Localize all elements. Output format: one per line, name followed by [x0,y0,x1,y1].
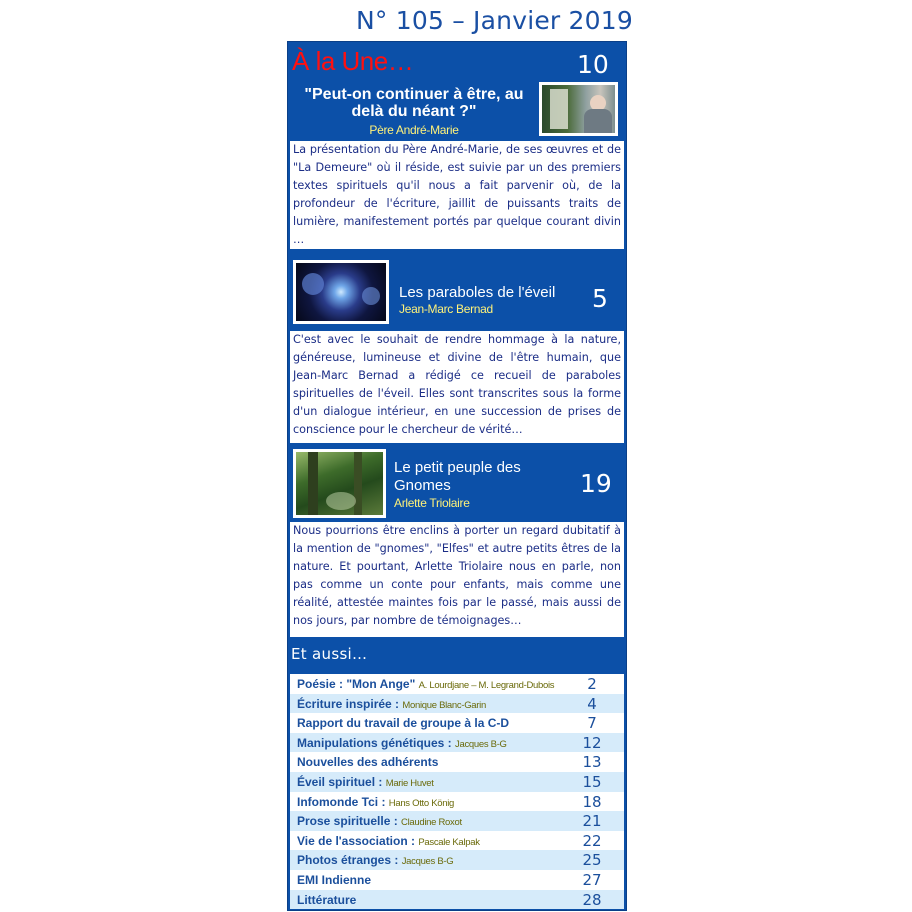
toc-item-author: Claudine Roxot [401,817,462,829]
toc-item-page: 2 [587,675,597,693]
article3-photo[interactable] [293,449,386,518]
toc-row[interactable] [290,752,624,772]
toc-item-page: 28 [582,890,602,909]
toc-item-label: Poésie : "Mon Ange" [297,677,416,691]
toc-item-author: Jacques B-G [455,738,507,750]
table-of-contents [290,674,624,909]
toc-item-author: Marie Huvet [385,777,434,789]
toc-row[interactable] [290,870,624,890]
toc-row[interactable] [290,890,624,910]
toc-item-author: Jacques B-G [401,856,454,868]
toc-row[interactable] [290,772,624,792]
toc-row[interactable] [290,831,624,851]
toc-item-label: Infomonde Tci : [297,794,386,809]
toc-item-label: Manipulations génétiques : [297,735,452,750]
article3-summary: Nous pourrions être enclins à porter un regard dubitatif à la mention de "gnomes", "Elfes" et autre petits êtres de la nature. Et pourtant, Arlette Triolaire nous en parle, non pas comme un conte pour enfants, mais comme une réalité, attestée maintes fois par le passé, mais aussi de nos jours, par nombre de témoignages… [290,522,624,637]
toc-item-label: EMI Indienne [297,872,372,887]
toc-item-page: 18 [582,792,602,811]
toc-item-label: Écriture inspirée : [297,696,400,711]
article2-page-number: 5 [592,284,608,313]
toc-item-page: 4 [587,694,597,713]
featured-photo[interactable] [539,82,618,136]
featured-header[interactable] [288,42,626,142]
article2-author: Jean-Marc Bernad [399,302,493,316]
featured-title[interactable]: "Peut-on continuer à être, au delà du néant ?" [304,86,524,120]
toc-item-page: 21 [582,812,602,831]
toc-row[interactable] [290,811,624,831]
toc-item-page: 22 [582,831,602,850]
article2-summary: C'est avec le souhait de rendre hommage à la nature, généreuse, lumineuse et divine de l'être humain, que Jean-Marc Bernad a rédigé ce recueil de paraboles spirituelles de l'éveil. Elles sont transcrites sous la forme d'un dialogue intérieur, en une succession de prises de conscience pour le chercheur de vérité… [290,331,624,443]
featured-summary: La présentation du Père André-Marie, de ses œuvres et de "La Demeure" où il réside, est suivie par un des premiers textes spirituels qu'il nous a fait parvenir où, de la profondeur de l'écriture, jaillit de puissants traits de lumière, manifestement portés par quelque courant divin … [290,141,624,249]
article2-title[interactable]: Les paraboles de l'éveil [399,284,556,301]
toc-item-author: Pascale Kalpak [418,836,480,848]
featured-author: Père André-Marie [369,123,459,137]
featured-page-number: 10 [577,50,609,79]
et-aussi-header [288,637,626,673]
toc-item-label: Éveil spirituel : [297,774,383,789]
toc-item-label: Rapport du travail de groupe à la C-D [297,716,510,731]
article3-header[interactable] [288,443,626,522]
toc-item-page: 13 [582,753,602,772]
article3-title[interactable]: Le petit peuple des Gnomes [394,459,521,494]
issue-title: N° 105 – Janvier 2019 [356,6,633,35]
toc-row[interactable] [290,733,624,753]
toc-item-label: Prose spirituelle : [297,814,398,829]
toc-row[interactable] [290,792,624,812]
article3-page-number: 19 [580,469,612,498]
article2-photo[interactable] [293,260,389,324]
toc-item-label: Nouvelles des adhérents [297,755,439,770]
toc-item-page: 25 [582,851,602,870]
toc-row[interactable] [290,713,624,733]
toc-item-page: 27 [582,870,602,889]
toc-item-page: 7 [587,714,597,733]
toc-item-page: 15 [582,772,602,791]
toc-item-label: Photos étranges : [297,853,399,868]
article3-author: Arlette Triolaire [394,496,470,510]
et-aussi-title: Et aussi… [291,645,368,663]
toc-item-page: 12 [582,733,602,752]
toc-item-label: Vie de l'association : [297,833,416,848]
toc-item-author: Hans Otto König [388,797,454,809]
toc-row[interactable] [290,850,624,870]
toc-item-label: Littérature [297,892,357,907]
toc-row[interactable] [290,674,624,694]
sommaire-panel [287,41,627,911]
toc-item-author: A. Lourdjane – M. Legrand-Dubois [418,680,555,691]
article2-header[interactable] [288,249,626,331]
section-label-a-la-une: À la Une… [292,46,414,76]
toc-item-author: Monique Blanc-Garin [402,699,486,711]
toc-row[interactable] [290,694,624,714]
